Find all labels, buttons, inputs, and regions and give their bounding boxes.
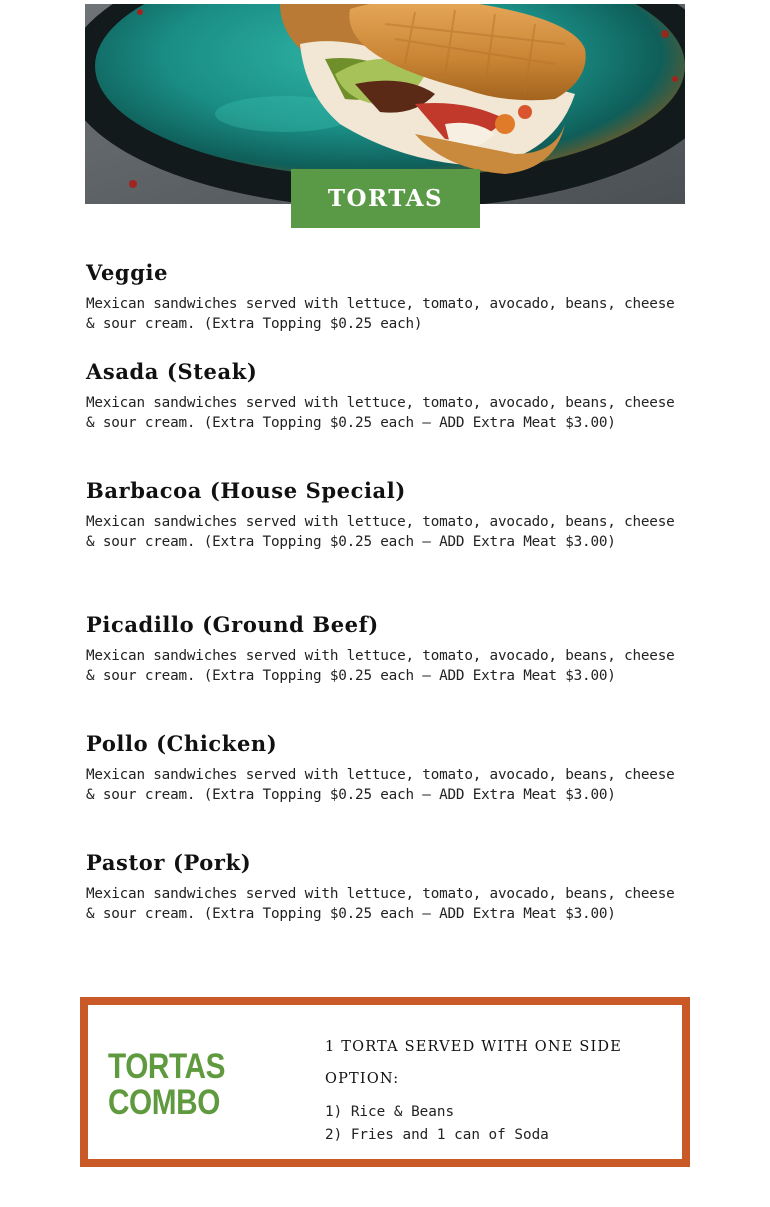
menu-item-description: Mexican sandwiches served with lettuce, tomato, avocado, beans, cheese & sour cream. (Extra Topping $0.25 each – ADD Extra Meat $3.00) bbox=[86, 395, 675, 431]
section-title-banner bbox=[291, 169, 480, 228]
combo-option: 1) Rice & Beans bbox=[325, 1104, 455, 1120]
combo-title bbox=[108, 1049, 225, 1121]
menu-item-name: Picadillo (Ground Beef) bbox=[86, 612, 379, 637]
menu-item-pollo bbox=[86, 731, 686, 805]
menu-item-description: Mexican sandwiches served with lettuce, tomato, avocado, beans, cheese & sour cream. (Extra Topping $0.25 each – ADD Extra Meat $3.00) bbox=[86, 886, 675, 922]
menu-item-barbacoa bbox=[86, 478, 686, 552]
combo-options bbox=[325, 1101, 549, 1147]
menu-item-name: Barbacoa (House Special) bbox=[86, 478, 406, 503]
combo-title-line-2: COMBO bbox=[108, 1083, 220, 1122]
menu-item-asada bbox=[86, 359, 686, 433]
combo-heading: 1 TORTA SERVED WITH ONE SIDE OPTION: bbox=[325, 1039, 623, 1087]
combo-option: 2) Fries and 1 can of Soda bbox=[325, 1127, 549, 1143]
menu-item-name: Asada (Steak) bbox=[86, 359, 258, 384]
menu-item-description: Mexican sandwiches served with lettuce, tomato, avocado, beans, cheese & sour cream. (Extra Topping $0.25 each – ADD Extra Meat $3.00) bbox=[86, 767, 675, 803]
menu-item-picadillo bbox=[86, 612, 686, 686]
menu-item-description: Mexican sandwiches served with lettuce, tomato, avocado, beans, cheese & sour cream. (Extra Topping $0.25 each – ADD Extra Meat $3.00) bbox=[86, 648, 675, 684]
menu-item-description: Mexican sandwiches served with lettuce, tomato, avocado, beans, cheese & sour cream. (Extra Topping $0.25 each) bbox=[86, 296, 675, 332]
menu-item-name: Pastor (Pork) bbox=[86, 850, 252, 875]
menu-item-veggie bbox=[86, 260, 686, 334]
section-title: TORTAS bbox=[327, 185, 444, 212]
combo-title-line-1: TORTAS bbox=[108, 1047, 226, 1086]
menu-item-description: Mexican sandwiches served with lettuce, tomato, avocado, beans, cheese & sour cream. (Extra Topping $0.25 each – ADD Extra Meat $3.00) bbox=[86, 514, 675, 550]
menu-item-name: Pollo (Chicken) bbox=[86, 731, 278, 756]
tortas-combo-box bbox=[80, 997, 690, 1167]
menu-item-name: Veggie bbox=[86, 260, 169, 285]
menu-item-pastor bbox=[86, 850, 686, 924]
